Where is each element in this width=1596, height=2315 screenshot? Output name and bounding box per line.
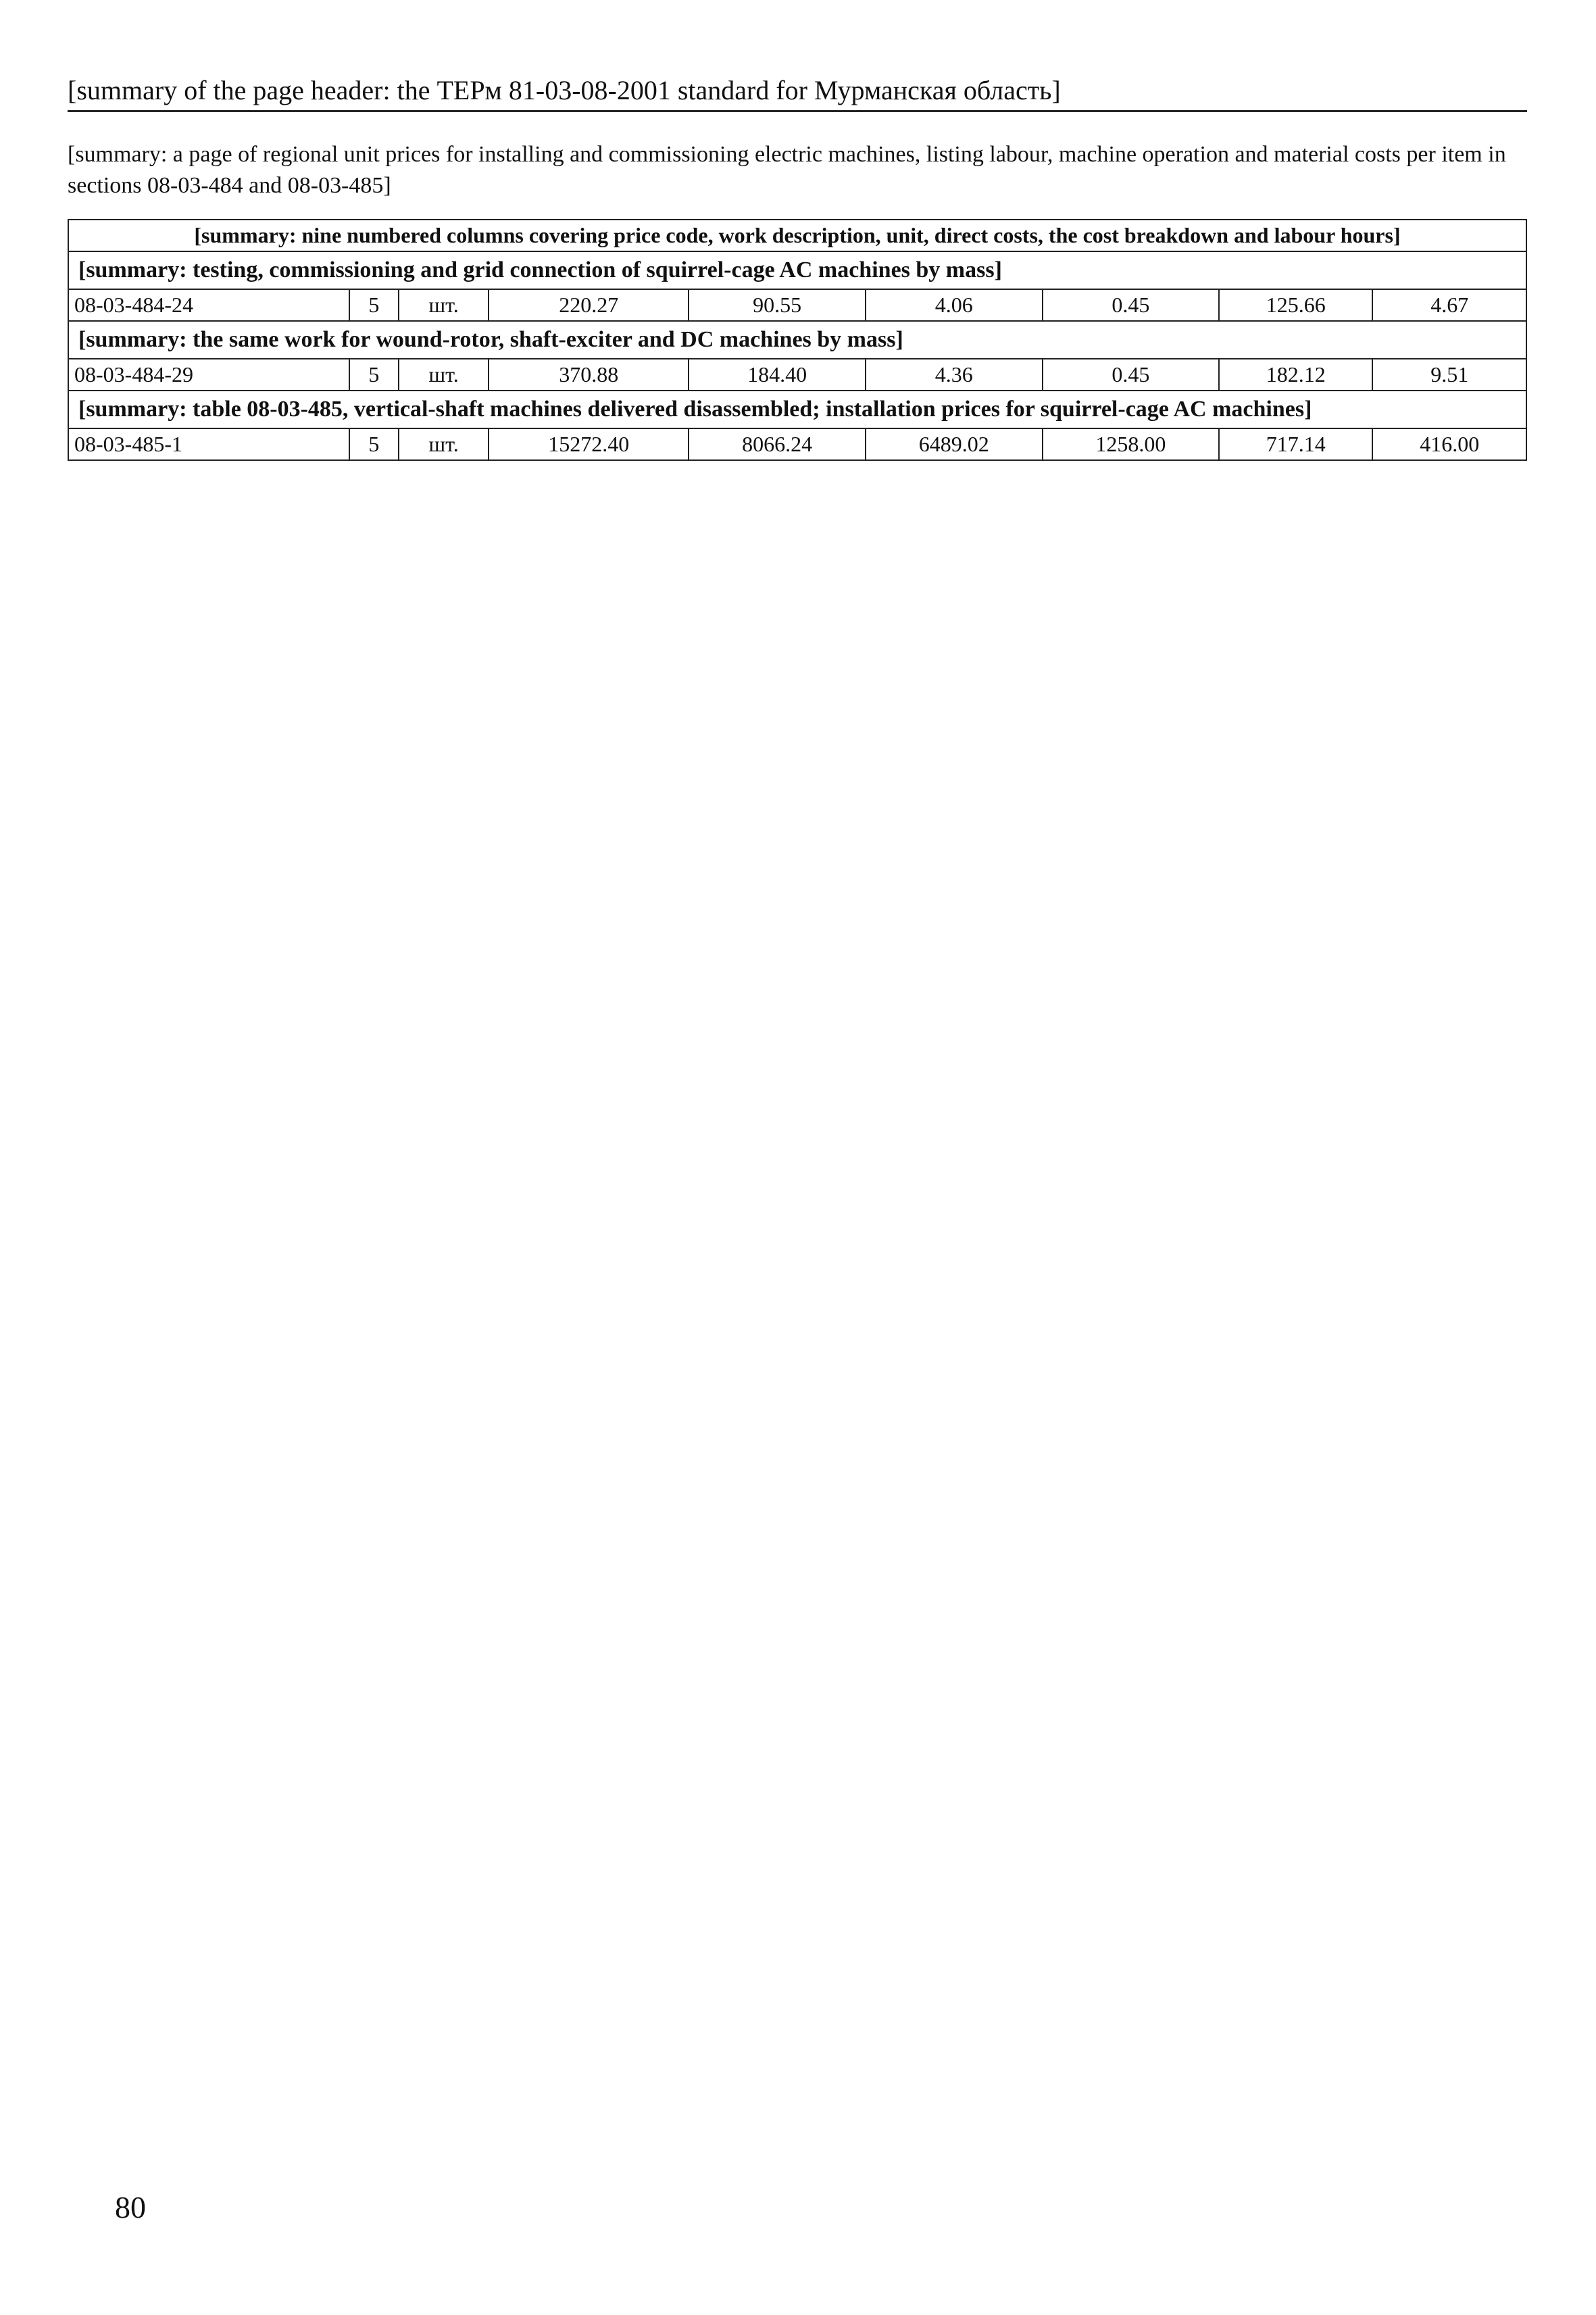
table-cell: 717.14: [1219, 428, 1372, 460]
section-heading: [summary: testing, commissioning and grid connection of squirrel-cage AC machines by mass]: [68, 251, 1526, 289]
table-cell: шт.: [399, 428, 489, 460]
section-heading-row: [68, 391, 1526, 428]
table-cell: 0.45: [1043, 359, 1220, 391]
table-cell: 416.00: [1372, 428, 1526, 460]
price-code-cell: 08-03-484-29: [68, 359, 349, 391]
table-cell: 5: [349, 289, 399, 321]
table-row: [68, 289, 1526, 321]
table-cell: 4.06: [866, 289, 1043, 321]
table-cell: 5: [349, 428, 399, 460]
table-cell: шт.: [399, 359, 489, 391]
section-heading-row: [68, 321, 1526, 359]
price-table: [68, 219, 1527, 461]
table-cell: 184.40: [689, 359, 866, 391]
table-cell: 370.88: [489, 359, 689, 391]
table-cell: 6489.02: [866, 428, 1043, 460]
price-code-cell: 08-03-484-24: [68, 289, 349, 321]
table-cell: шт.: [399, 289, 489, 321]
table-cell: 90.55: [689, 289, 866, 321]
section-heading: [summary: the same work for wound-rotor, shaft-exciter and DC machines by mass]: [68, 321, 1526, 359]
page-overview: [summary: a page of regional unit prices for installing and commissioning electric machines, listing labour, machine operation and material costs per item in sections 08-03-484 and 08-03-485]: [68, 142, 1506, 198]
table-row: [68, 359, 1526, 391]
running-head: [summary of the page header: the ТЕРм 81-03-08-2001 standard for Мурманская область]: [68, 74, 1527, 112]
section-heading-row: [68, 251, 1526, 289]
price-table-body: [68, 251, 1526, 460]
table-cell: 182.12: [1219, 359, 1372, 391]
table-cell: 5: [349, 359, 399, 391]
table-cell: 8066.24: [689, 428, 866, 460]
document-page: [68, 74, 1527, 461]
price-code-cell: 08-03-485-1: [68, 428, 349, 460]
table-cell: 125.66: [1219, 289, 1372, 321]
table-row: [68, 428, 1526, 460]
table-cell: 4.67: [1372, 289, 1526, 321]
table-header-summary: [summary: nine numbered columns covering price code, work description, unit, direct costs, the cost breakdown and labour hours]: [68, 220, 1526, 251]
table-cell: 0.45: [1043, 289, 1220, 321]
table-cell: 15272.40: [489, 428, 689, 460]
table-cell: 220.27: [489, 289, 689, 321]
table-cell: 4.36: [866, 359, 1043, 391]
table-cell: 9.51: [1372, 359, 1526, 391]
page-number: 80: [115, 2190, 146, 2224]
section-heading: [summary: table 08-03-485, vertical-shaft machines delivered disassembled; installation prices for squirrel-cage AC machines]: [68, 391, 1526, 428]
table-cell: 1258.00: [1043, 428, 1220, 460]
